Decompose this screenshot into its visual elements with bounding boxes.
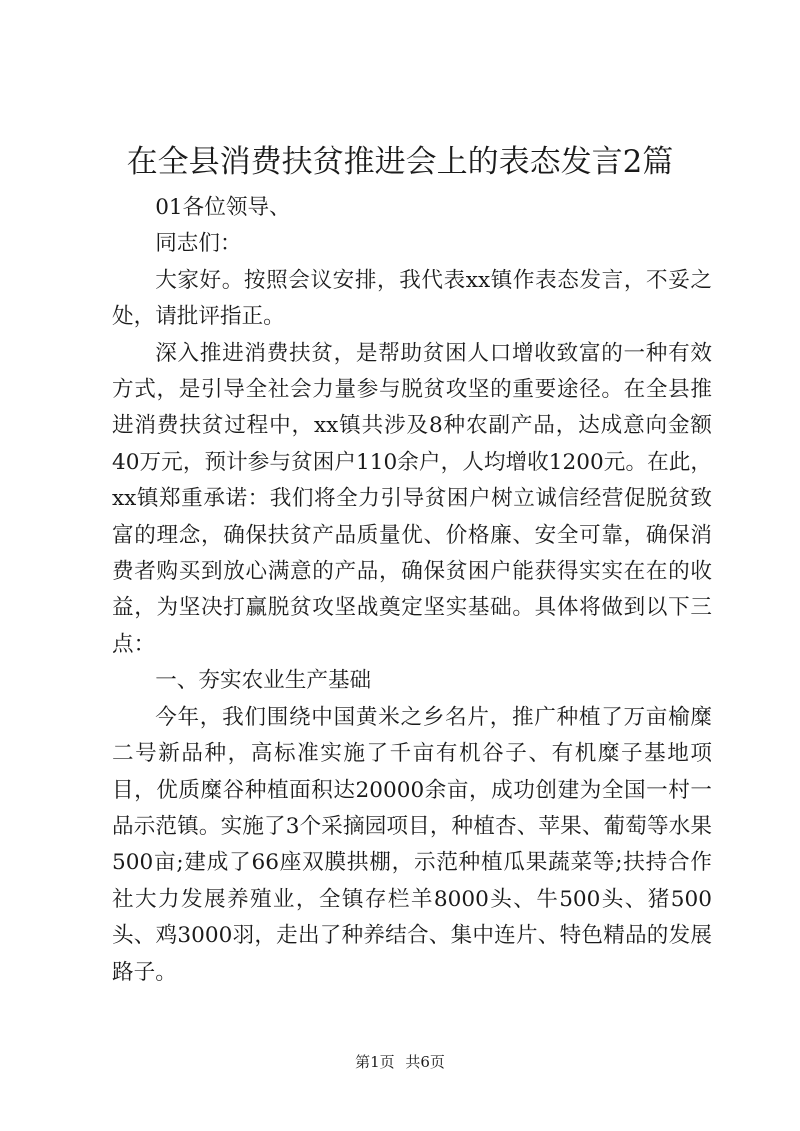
section-heading-1: 一、夯实农业生产基础 xyxy=(155,668,372,694)
page-total: 共6页 xyxy=(405,1053,445,1071)
paragraph-commitment: 深入推进消费扶贫，是帮助贫困人口增收致富的一种有效方式，是引导全社会力量参与脱贫攻坚的重要途径。在全县推进消费扶贫过程中，xx镇共涉及8种农副产品，达成意向金额40万元，预计参与贫困户110余户，人均增收1200元。在此，xx镇郑重承诺：我们将全力引导贫困户树立诚信经营促脱贫致富的理念，确保扶贫产品质量优、价格廉、安全可靠，确保消费者购买到放心满意的产品，确保贫困户能获得实实在在的收益，为坚决打赢脱贫攻坚战奠定坚实基础。具体将做到以下三点： xyxy=(112,340,712,657)
page-number: 第1页 xyxy=(355,1053,395,1071)
paragraph-greeting: 大家好。按照会议安排，我代表xx镇作表态发言，不妥之处，请批评指正。 xyxy=(112,267,712,330)
paragraph-salutation: 01各位领导、 xyxy=(155,195,291,220)
paragraph-agriculture: 今年，我们围绕中国黄米之乡名片，推广种植了万亩榆糜二号新品种，高标准实施了千亩有机谷子、有机糜子基地项目，优质糜谷种植面积达20000余亩，成功创建为全国一村一品示范镇。实施了3个采摘园项目，种植杏、苹果、葡萄等水果500亩;建成了66座双膜拱棚，示范种植瓜果蔬菜等;扶持合作社大力发展养殖业，全镇存栏羊8000头、牛500头、猪500头、鸡3000羽，走出了种养结合、集中连片、特色精品的发展路子。 xyxy=(112,704,712,985)
document-body xyxy=(112,190,712,991)
document-title: 在全县消费扶贫推进会上的表态发言2篇 xyxy=(126,144,674,180)
paragraph-comrades: 同志们： xyxy=(155,231,242,257)
page-footer xyxy=(0,1052,800,1072)
